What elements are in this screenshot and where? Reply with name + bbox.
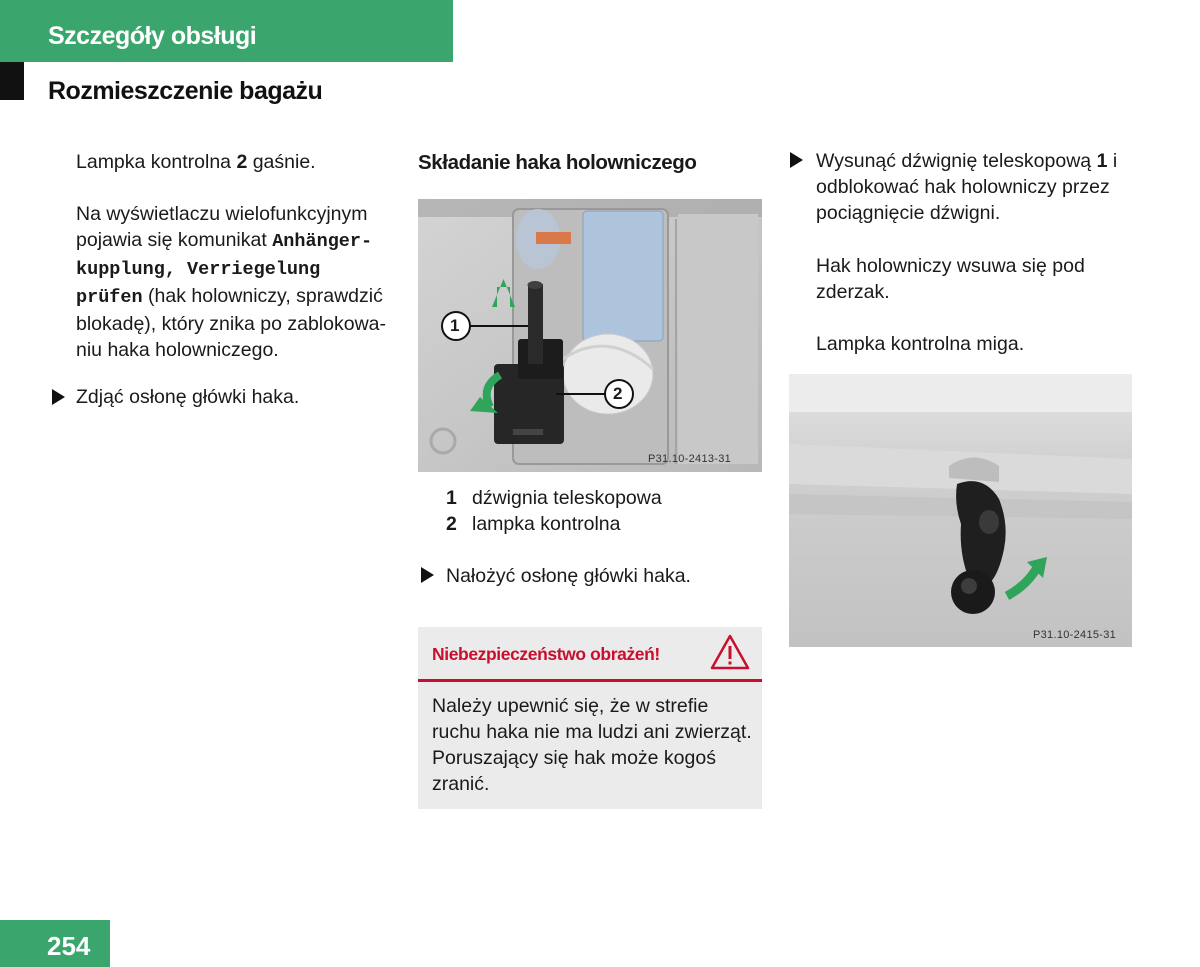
section-marker — [0, 62, 24, 100]
page-number: 254 — [47, 931, 91, 961]
warning-divider — [418, 679, 762, 682]
subsection-heading: Składanie haka holowniczego — [418, 151, 697, 174]
paragraph-hook-retracts: Hak holowniczy wsuwa się pod zderzak. — [816, 255, 1085, 303]
page-heading: Rozmieszczenie bagażu — [48, 77, 323, 105]
photo-code: P31.10-2415-31 — [1033, 629, 1117, 641]
warning-title: Niebezpieczeństwo obrażeń! — [432, 644, 660, 664]
step-extend-lever: Wysunąć dźwignię teleskopową 1 i odblokować hak holowniczy przez pociągnięcie dźwigni. — [816, 150, 1118, 224]
legend — [446, 485, 662, 537]
photo-tow-hook — [789, 374, 1132, 647]
step-bullet-icon — [52, 389, 65, 405]
legend-item: 1 dźwignia teleskopowa — [446, 487, 662, 509]
warning-box — [418, 627, 762, 809]
photo-tow-hook-illustration — [789, 374, 1132, 647]
photo-code: P31.10-2413-31 — [648, 453, 732, 465]
step-remove-cover: Zdjąć osłonę główki haka. — [76, 386, 300, 408]
paragraph-display-message: Na wyświetlaczu wielofunkcyjnym pojawia się komunikat Anhänger-kupplung, Verriegelung prüfen (hak holowniczy, sprawdzić blokadę), który znika po zablokowa-niu haka holowniczego. — [76, 203, 386, 361]
display-message-text: Anhänger-kupplung, Verriegelung prüfen — [76, 231, 373, 308]
paragraph-lamp-flashes: Lampka kontrolna miga. — [816, 333, 1025, 355]
warning-body: Należy upewnić się, że w strefie ruchu haka nie ma ludzi ani zwierząt. Poruszający się hak może kogoś zranić. — [432, 695, 752, 795]
step-bullet-icon — [421, 567, 434, 583]
callout-2: 2 — [613, 384, 623, 403]
callout-1: 1 — [450, 316, 460, 335]
photo-telescopic-lever-illustration — [418, 199, 762, 472]
paragraph-lamp-off: Lampka kontrolna 2 gaśnie. — [76, 151, 316, 173]
photo-telescopic-lever — [418, 199, 762, 472]
step-bullet-icon — [790, 152, 803, 168]
step-attach-cover: Nałożyć osłonę główki haka. — [446, 565, 691, 587]
warning-triangle-icon — [710, 633, 750, 671]
section-title: Szczegóły obsługi — [48, 22, 257, 50]
legend-item: 2 lampka kontrolna — [446, 513, 621, 535]
